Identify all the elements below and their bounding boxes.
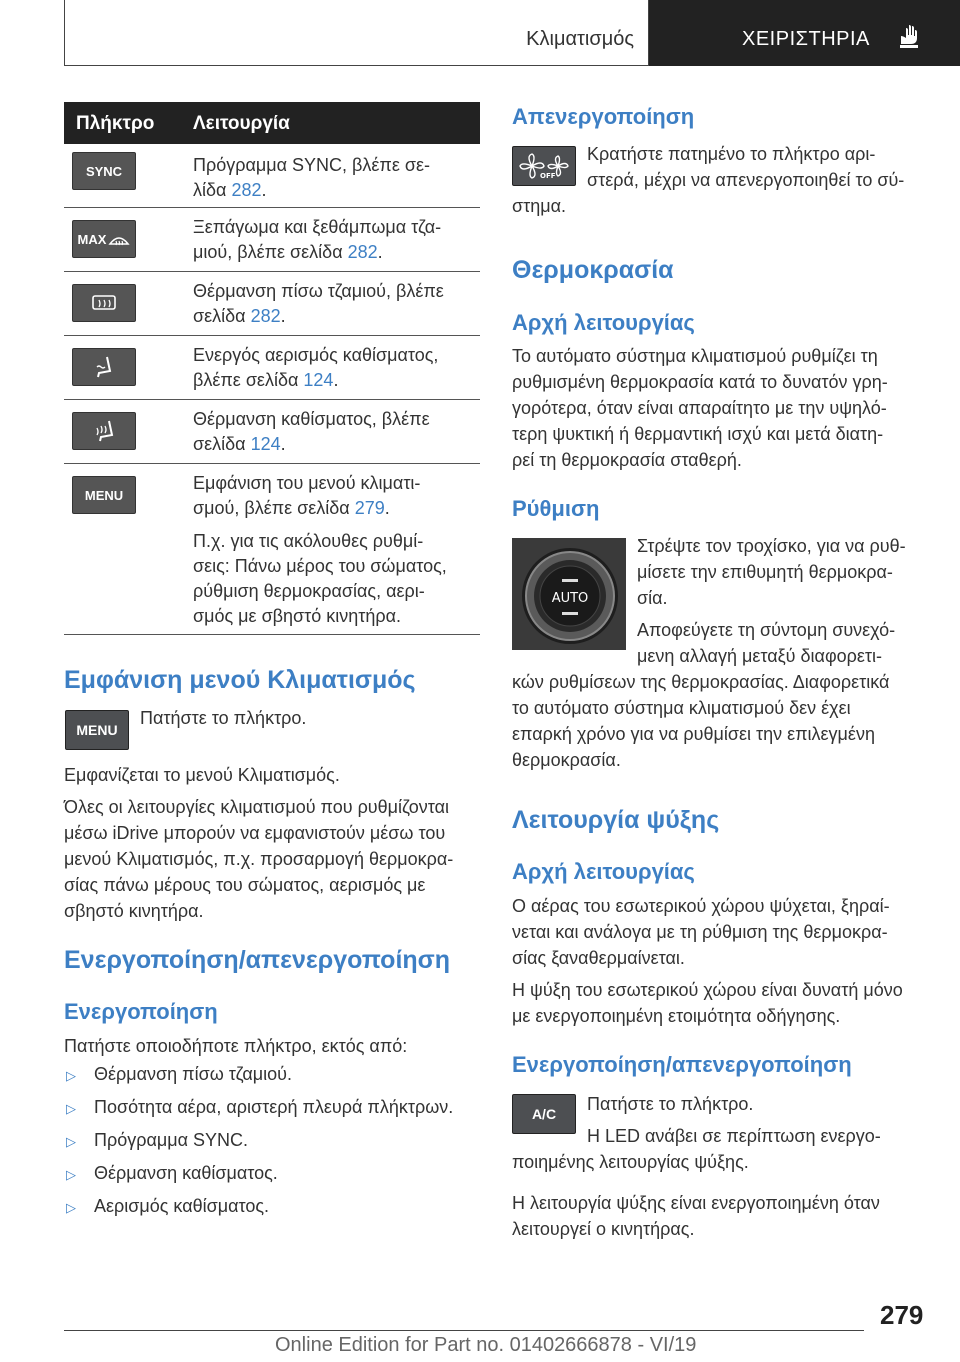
- ac-press-text: Πατήστε το πλήκτρο.: [587, 1094, 754, 1114]
- menu-press-text: Πατήστε το πλήκτρο.: [140, 708, 307, 728]
- fan-icon: [516, 151, 572, 181]
- windshield-icon: [108, 230, 130, 248]
- table-row: [64, 464, 480, 635]
- menu-paragraph-2: Όλες οι λειτουργίες κλιματισμού που ρυθμίζονται μέσω iDrive μπορούν να εμφανιστούν μέσω του μενού Κλιματισμός, π.χ. προσαρμογή θερμοκρα- σίας πάνω μέρους του σώματος, αερισμός με σβηστό κινητήρα.: [64, 797, 454, 921]
- seat-vent-icon: [91, 355, 117, 379]
- seat-ventilation-key-icon: [72, 348, 136, 386]
- cooling-principle-heading: Αρχή λειτουργίας: [512, 859, 695, 884]
- page-link[interactable]: 282: [347, 242, 378, 262]
- adjust-heading: Ρύθμιση: [512, 496, 600, 521]
- row-text: Θέρμανση καθίσματος, βλέπε σελίδα 124.: [193, 409, 430, 454]
- page-link[interactable]: 282: [250, 306, 281, 326]
- menu-paragraph-1: Εμφανίζεται το μενού Κλιματισμός.: [64, 765, 340, 785]
- list-item: ▷ Αερισμός καθίσματος.: [66, 1196, 270, 1216]
- rear-window-heat-key-icon: [72, 284, 136, 322]
- function-table: [64, 102, 480, 635]
- cooling-onoff-heading: Ενεργοποίηση/απενεργοποίηση: [512, 1052, 852, 1077]
- triangle-bullet-icon: ▷: [66, 1200, 76, 1215]
- row-text: Ξεπάγωμα και ξεθάμπωμα τζα- μιού, βλέπε σελίδα 282.: [193, 217, 442, 262]
- svg-text:AUTO: AUTO: [551, 591, 589, 606]
- column-header-function: Λειτουργία: [193, 113, 290, 134]
- column-header-key: Πλήκτρο: [76, 113, 155, 134]
- chapter-title: ΧΕΙΡΙΣΤΗΡΙΑ: [742, 28, 870, 50]
- fan-off-key-icon: [512, 146, 576, 186]
- principle-heading: Αρχή λειτουργίας: [512, 310, 695, 335]
- triangle-bullet-icon: ▷: [66, 1167, 76, 1182]
- page-header: [64, 0, 960, 66]
- page-link[interactable]: 124: [250, 434, 281, 454]
- ac-text-cont: ποιημένης λειτουργίας ψύξης.: [512, 1152, 749, 1172]
- adjust-text-1: Στρέψτε τον τροχίσκο, για να ρυθ- μίσετε την επιθυμητή θερμοκρα- σία.: [637, 536, 906, 608]
- exception-list: [64, 1064, 480, 1229]
- page-number: 279: [880, 1300, 924, 1330]
- row-extra-text: Π.χ. για τις ακόλουθες ρυθμί- σεις: Πάνω μέρος του σώματος, ρύθμιση θερμοκρασίας, αερι- σμός με σβηστό κινητήρα.: [193, 531, 447, 626]
- temperature-heading: Θερμοκρασία: [512, 256, 674, 284]
- onoff-heading: Ενεργοποίηση/απενεργοποίηση: [64, 946, 451, 974]
- deactivation-text-cont: στημα.: [512, 196, 567, 216]
- cooling-text-2: Η ψύξη του εσωτερικού χώρου είναι δυνατή μόνο με ενεργοποιημένη ετοιμότητα οδήγησης.: [512, 980, 903, 1026]
- activation-text: Πατήστε οποιοδήποτε πλήκτρο, εκτός από:: [64, 1036, 408, 1056]
- cooling-heading: Λειτουργία ψύξης: [512, 806, 720, 834]
- table-row: [64, 272, 480, 336]
- svg-text:OFF: OFF: [540, 172, 556, 180]
- max-defrost-key-icon: MAX: [72, 220, 136, 258]
- adjust-text-2-cont: κών ρυθμίσεων της θερμοκρασίας. Διαφορετικά το αυτόματο σύστημα κλιματισμού δεν έχει επαρκή χρόνο για να ρυθμίσει την επιλεγμένη θερμοκρασία.: [512, 672, 890, 770]
- menu-heading: Εμφάνιση μενού Κλιματισμός: [64, 666, 416, 694]
- list-item: ▷ Θέρμανση πίσω τζαμιού.: [66, 1064, 292, 1084]
- edition-footer: Online Edition for Part no. 01402666878 - VI/19: [275, 1334, 697, 1356]
- ac-text-2: Η λειτουργία ψύξης είναι ενεργοποιημένη όταν λειτουργεί ο κινητήρας.: [512, 1193, 880, 1239]
- hand-pointer-icon: [897, 24, 923, 50]
- cooling-text-1: Ο αέρας του εσωτερικού χώρου ψύχεται, ξηραί- νεται και ανάλογα με τη ρύθμιση της θερμοκρα- σίας ξαναθερμαίνεται.: [512, 896, 890, 968]
- table-row: [64, 336, 480, 400]
- triangle-bullet-icon: ▷: [66, 1068, 76, 1083]
- page-link[interactable]: 282: [231, 180, 262, 200]
- sync-key-icon: SYNC: [72, 152, 136, 190]
- seat-heat-icon: [91, 419, 117, 443]
- table-header: [64, 102, 480, 144]
- menu-key-icon: MENU: [65, 710, 129, 750]
- triangle-bullet-icon: ▷: [66, 1101, 76, 1116]
- list-item: ▷ Θέρμανση καθίσματος.: [66, 1163, 278, 1183]
- menu-key-icon: MENU: [72, 476, 136, 514]
- seat-heating-key-icon: [72, 412, 136, 450]
- temperature-knob-image: [512, 538, 626, 650]
- row-text: Πρόγραμμα SYNC, βλέπε σε- λίδα 282.: [193, 155, 431, 200]
- table-row: [64, 208, 480, 272]
- footer-divider: [64, 1330, 864, 1331]
- row-text: Θέρμανση πίσω τζαμιού, βλέπε σελίδα 282.: [193, 281, 444, 326]
- activation-heading: Ενεργοποίηση: [64, 999, 218, 1024]
- table-row: [64, 144, 480, 208]
- triangle-bullet-icon: ▷: [66, 1134, 76, 1149]
- deactivation-heading: Απενεργοποίηση: [512, 104, 695, 129]
- page-link[interactable]: 124: [303, 370, 334, 390]
- chapter-tab: [649, 0, 960, 66]
- section-title: Κλιματισμός: [526, 28, 634, 50]
- temperature-text: Το αυτόματο σύστημα κλιματισμού ρυθμίζει τη ρυθμισμένη θερμοκρασία κατά το δυνατόν γρη- γορότερα, όταν είναι απαραίτητο με την υψηλό- τερη ψυκτική ή θερμαντική ισχύ και μετά διατη- ρεί τη θερμοκρασία σταθερή.: [512, 346, 888, 470]
- ac-key-icon: A/C: [512, 1094, 576, 1134]
- row-text: Ενεργός αερισμός καθίσματος, βλέπε σελίδα 124.: [193, 345, 439, 390]
- page-link[interactable]: 279: [354, 498, 385, 518]
- list-item: ▷ Ποσότητα αέρα, αριστερή πλευρά πλήκτρων.: [66, 1097, 454, 1117]
- row-text: Εμφάνιση του μενού κλιματι- σμού, βλέπε σελίδα 279. Π.χ. για τις ακόλουθες ρυθμί- σεις: Πάνω μέρος του σώματος, ρύθμιση θερμοκρασίας, αερι- σμός με σβηστό κινητήρα.: [193, 471, 473, 629]
- ac-text: Η LED ανάβει σε περίπτωση ενεργο-: [587, 1126, 881, 1146]
- list-item: ▷ Πρόγραμμα SYNC.: [66, 1130, 249, 1150]
- adjust-text-2: Αποφεύγετε τη σύντομη συνεχό- μενη αλλαγή μεταξύ διαφορετι-: [637, 620, 896, 666]
- section-tab: [64, 0, 649, 66]
- rear-window-icon: [91, 293, 117, 313]
- table-row: [64, 400, 480, 464]
- knob-icon: [512, 538, 626, 650]
- deactivation-text: Κρατήστε πατημένο το πλήκτρο αρι- στερά, μέχρι να απενεργοποιηθεί το σύ-: [587, 144, 905, 190]
